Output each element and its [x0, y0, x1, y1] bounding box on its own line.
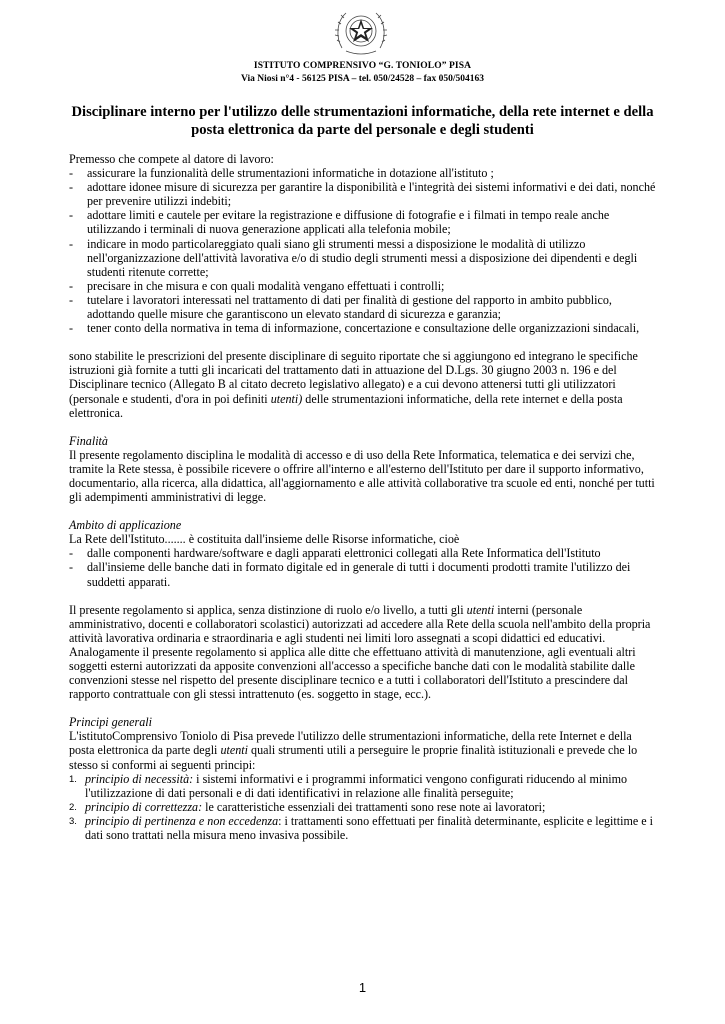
italian-republic-emblem-icon [332, 4, 390, 60]
ambito-paragraph: Il presente regolamento si applica, senza distinzione di ruolo e/o livello, a tutti gli utenti interni (personale amministrativo, docenti e collaboratori scolastici) autorizzati ad accedere alla Rete della scuola nell'ambito della propria attività lavorativa ordinaria e straordinaria e agli studenti nei limiti loro assegnati a scopi didattici ed educativi. Analogamente il presente regolamento si applica alle ditte che effettuano attività di manutenzione, agli eventuali altri soggetti esterni autorizzati da apposite convenzioni all'accesso a specifiche banche dati con le modalità stabilite dalle convenzioni stesse nel rispetto del presente disciplinare tecnico e a tutti i collaboratori dell'Istituto a prescindere dal rapporto contrattuale con gli stessi intrattenuto (es. soggetto in stage, ecc.). [69, 602, 651, 702]
page-number: 1 [358, 980, 367, 995]
ambito-intro: La Rete dell'Istituto....... è costituita dall'insieme delle Risorse informatiche, cioè [69, 532, 460, 547]
document-title: Disciplinare interno per l'utilizzo delle strumentazioni informatiche, della rete internet e della posta elettronica da parte del personale e degli studenti [71, 104, 654, 138]
list-item: - adottare idonee misure di sicurezza per garantire la disponibilità e l'integrità dei sistemi informativi e dei dati, nonché per prevenire utilizzi indebiti; [69, 180, 656, 209]
list-item: - assicurare la funzionalità delle strumentazioni informatiche in dotazione all'istituto ; [69, 166, 494, 181]
premessa-conclusion: sono stabilite le prescrizioni del presente disciplinare di seguito riportate che si aggiungono ed integrano le specifiche istruzioni già fornite a tutti gli incaricati del trattamento dati in attuazione del D.Lgs. 30 giugno 2003 n. 196 e del Disciplinare tecnico (Allegato B al citato decreto legislativo allegato) e a cui devono attenersi tutti gli utilizzatori (personale e studenti, d'ora in poi definiti utenti) delle strumentazioni informatiche, della rete internet e della posta elettronica. [69, 349, 638, 420]
list-item: - dall'insieme delle banche dati in formato digitale ed in generale di tutti i documenti prodotti tramite l'utilizzo dei suddetti apparati. [69, 560, 631, 589]
section-heading-principi: Principi generali [69, 715, 152, 730]
school-name: ISTITUTO COMPRENSIVO “G. TONIOLO” PISA [253, 61, 472, 71]
section-heading-ambito: Ambito di applicazione [69, 518, 182, 533]
list-item: - dalle componenti hardware/software e dagli apparati elettronici collegati alla Rete Informatica dell'Istituto [69, 546, 601, 561]
list-item: 2. principio di correttezza: le caratteristiche essenziali dei trattamenti sono rese note ai lavoratori; [69, 799, 546, 814]
finalita-text: Il presente regolamento disciplina le modalità di accesso e di uso della Rete Informatica, telematica e dei servizi che, tramite la Rete stessa, è possibile ricevere o offrire all'interno e all'esterno dell'Istituto per dare il supporto informativo, documentario, alla ricerca, alla didattica, all'aggiornamento e alle attività collaborative tra scuole ed enti, nonché per tutti gli adempimenti amministrativi di legge. [69, 447, 655, 505]
list-item: - tutelare i lavoratori interessati nel trattamento di dati per finalità di gestione del rapporto in ambito pubblico, adottando quelle misure che garantiscono un elevato standard di sicurezza e garanzia; [69, 292, 612, 322]
list-item: - tener conto della normativa in tema di informazione, concertazione e consultazione delle organizzazioni sindacali, [69, 321, 640, 336]
list-item: - precisare in che misura e con quali modalità vengano effettuati i controlli; [69, 278, 445, 293]
school-address: Via Niosi n°4 - 56125 PISA – tel. 050/24528 – fax 050/504163 [240, 74, 485, 84]
premessa-intro: Premesso che compete al datore di lavoro: [69, 152, 274, 166]
document-body [69, 152, 659, 842]
list-item: 1. principio di necessità: i sistemi informativi e i programmi informatici vengono configurati riducendo al minimo l'utilizzazione di dati personali e di dati identificativi in relazione alle finalità perseguite; [69, 771, 628, 800]
list-item: - adottare limiti e cautele per evitare la registrazione e diffusione di fotografie e i filmati in tempo reale anche utilizzando i terminali di nuova generazione applicati alla telefonia mobile; [69, 208, 610, 237]
list-item: 3. principio di pertinenza e non eccedenza: i trattamenti sono effettuati per finalità determinante, esplicite e legittime e i dati sono trattati nella misura meno invasiva possibile. [69, 813, 654, 843]
principi-intro: L'istitutoComprensivo Toniolo di Pisa prevede l'utilizzo delle strumentazioni informatiche, della rete Internet e della posta elettronica da parte degli utenti quali strumenti utili a perseguire le proprie finalità istituzionali e prevede che lo stesso si conformi ai seguenti principi: [69, 729, 638, 772]
list-item: - indicare in modo particolareggiato quali siano gli strumenti messi a disposizione le modalità di utilizzo nell'organizzazione dell'attività lavorativa e/o di studio degli strumenti messi a disposizione dei dipendenti e degli studenti ritenute corrette; [69, 236, 638, 279]
section-heading-finalita: Finalità [69, 433, 108, 448]
